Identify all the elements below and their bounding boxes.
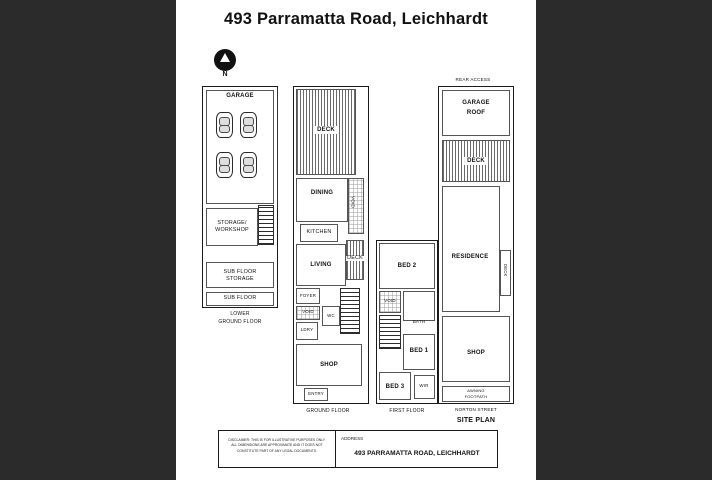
room-label-sub-floor-storage-1: SUB FLOOR [223, 269, 257, 275]
room-label-deck-ground-2: DECK [347, 255, 363, 261]
site-label-footpath: FOOTPATH [464, 394, 488, 399]
caption-ground-floor: GROUND FLOOR [306, 408, 350, 414]
floorplan-sheet [176, 0, 536, 480]
room-label-living: LIVING [310, 262, 332, 268]
caption-first-floor: FIRST FLOOR [389, 408, 425, 414]
room-label-deck-ground: DECK [314, 126, 338, 134]
room-label-storage: STORAGE/ [217, 220, 247, 226]
caption-lower-ground-2: GROUND FLOOR [218, 319, 262, 325]
room-label-kitchen: KITCHEN [306, 229, 332, 235]
room-label-bed-2: BED 2 [397, 263, 417, 269]
site-label-rear-access: REAR ACCESS [455, 77, 491, 82]
site-label-awning: AWNING [467, 388, 485, 393]
room-label-workshop: WORKSHOP [215, 227, 249, 233]
page-title: 493 Parramatta Road, Leichhardt [224, 10, 488, 28]
caption-site-plan: SITE PLAN [456, 417, 496, 424]
room-label-entry: ENTRY [308, 391, 324, 396]
disclaimer-line-2: ALL DIMENSIONS ARE APPROXIMATE AND IT DOES NOT [231, 443, 323, 448]
car-icon [216, 152, 233, 178]
address-value: 493 PARRAMATTA ROAD, LEICHHARDT [354, 450, 480, 457]
room-label-sub-floor-storage-2: STORAGE [226, 276, 254, 282]
car-icon [216, 112, 233, 138]
room-label-dining: DINING [310, 190, 334, 196]
north-arrow-icon [214, 49, 240, 79]
site-label-norton-street: NORTON STREET [455, 407, 497, 412]
room-label-garage-roof: ROOF [466, 110, 486, 116]
room-label-foyer: FOYER [299, 293, 317, 298]
room-label-void-ground: VOID [350, 196, 356, 209]
room-label-deck-site-2: DECK [503, 264, 509, 277]
disclaimer-line-1: DISCLAIMER: THIS IS FOR ILLUSTRATIVE PURPOSES ONLY. [228, 438, 326, 442]
car-icon [240, 152, 257, 178]
room-label-bed-3: BED 3 [385, 384, 405, 390]
room-label-garage-lower: GARAGE [226, 93, 254, 99]
room-label-shop-ground: SHOP [320, 362, 338, 368]
north-label: N [222, 71, 228, 78]
room-label-shop-site: SHOP [467, 350, 485, 356]
car-icon [240, 112, 257, 138]
room-label-void-first: VOID [384, 298, 396, 303]
room-label-bath: BATH [412, 319, 426, 324]
room-label-deck-site: DECK [464, 157, 488, 165]
room-label-laundry: LDRY [300, 327, 314, 332]
room-label-garage-site: GARAGE [462, 100, 490, 106]
room-label-bed-1: BED 1 [409, 348, 429, 354]
room-label-sub-floor: SUB FLOOR [223, 295, 257, 301]
title-block [218, 430, 498, 468]
room-label-void-ground-2: VOID [302, 309, 314, 314]
room-label-wc: WC [327, 313, 335, 318]
caption-lower-ground-1: LOWER [230, 311, 250, 317]
room-label-wir: WIR [419, 383, 429, 388]
disclaimer-line-3: CONSTITUTE PART OF ANY LEGAL DOCUMENTS. [236, 448, 318, 453]
address-heading: ADDRESS [341, 436, 364, 441]
room-label-residence: RESIDENCE [451, 254, 489, 260]
